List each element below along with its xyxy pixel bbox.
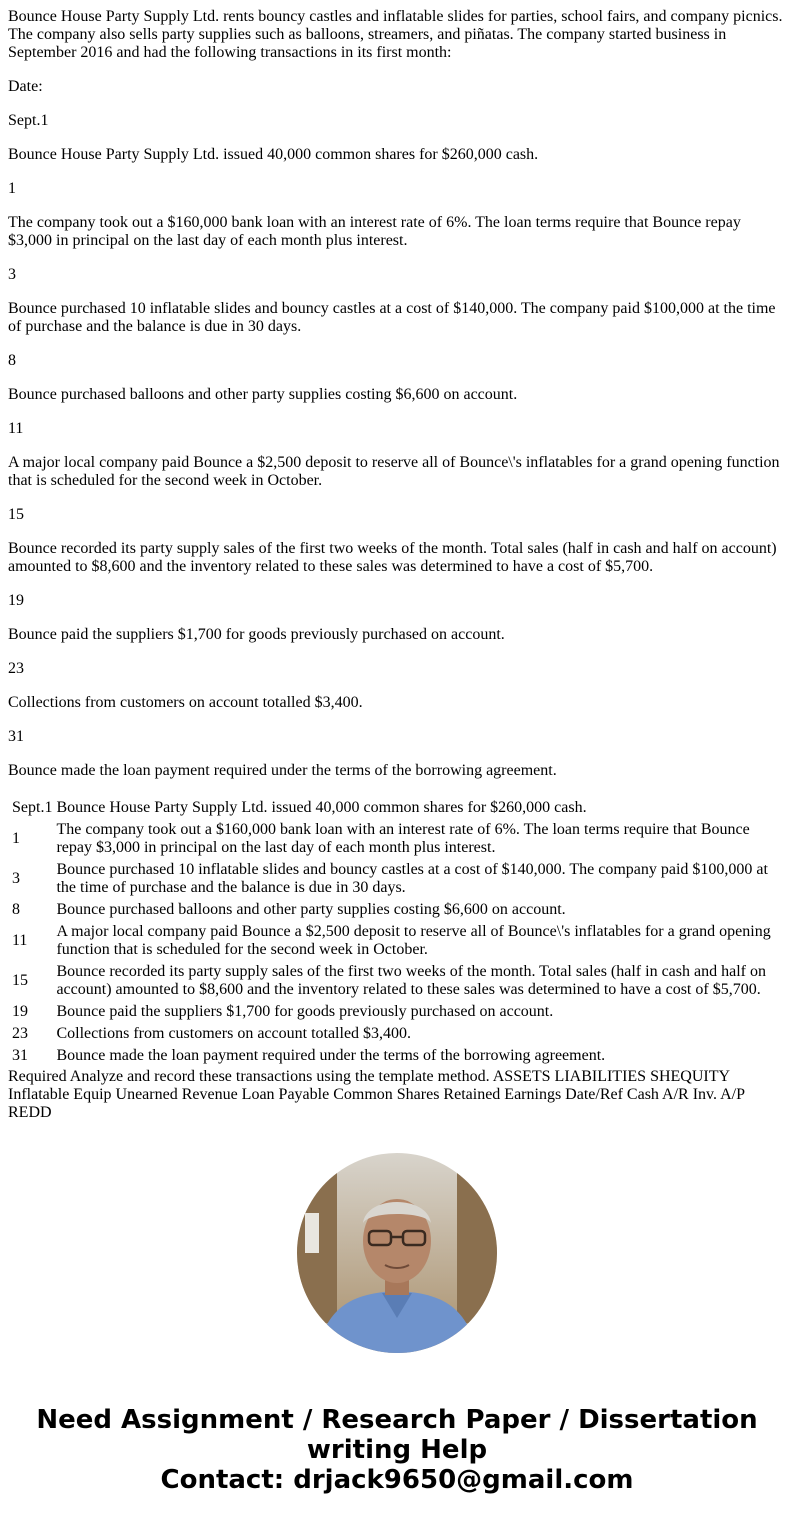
tx-date-2: 3 xyxy=(8,266,16,283)
date-label: Date: xyxy=(8,78,43,95)
table-date-cell: Sept.1 xyxy=(12,799,53,816)
tx-date-5: 15 xyxy=(8,506,24,523)
tx-date-0: Sept.1 xyxy=(8,112,49,129)
table-text-cell: Bounce recorded its party supply sales of the first two weeks of the month. Total sales (half in cash and half on account) amounted to $8,600 and the inventory related to these sales was determined to have a cost of $5,700. xyxy=(56,963,766,998)
table-text-cell: Bounce made the loan payment required under the terms of the borrowing agreement. xyxy=(56,1047,606,1064)
tx-text-1: The company took out a $160,000 bank loan with an interest rate of 6%. The loan terms require that Bounce repay $3,000 in principal on the last day of each month plus interest. xyxy=(8,214,741,249)
table-row xyxy=(11,900,784,920)
table-row xyxy=(11,1046,784,1066)
tx-date-3: 8 xyxy=(8,352,16,369)
tx-date-4: 11 xyxy=(8,420,24,437)
tx-text-0: Bounce House Party Supply Ltd. issued 40,000 common shares for $260,000 cash. xyxy=(8,146,539,163)
required-text: Required Analyze and record these transactions using the template method. ASSETS LIABILITIES SHEQUITY Inflatable Equip Unearned Revenue Loan Payable Common Shares Retained Earnings Date/Ref Cash A/R Inv. A/P REDD xyxy=(8,1068,745,1121)
tx-text-3: Bounce purchased balloons and other party supplies costing $6,600 on account. xyxy=(8,386,518,403)
author-portrait-icon xyxy=(297,1153,497,1353)
table-date-cell: 11 xyxy=(12,932,28,949)
table-text-cell: The company took out a $160,000 bank loan with an interest rate of 6%. The loan terms require that Bounce repay $3,000 in principal on the last day of each month plus interest. xyxy=(56,821,750,856)
tx-text-4: A major local company paid Bounce a $2,500 deposit to reserve all of Bounce\'s inflatables for a grand opening function that is scheduled for the second week in October. xyxy=(8,454,780,489)
transactions-table xyxy=(9,796,786,1068)
table-text-cell: Collections from customers on account totalled $3,400. xyxy=(56,1025,412,1042)
tx-text-8: Bounce made the loan payment required under the terms of the borrowing agreement. xyxy=(8,762,557,779)
tx-text-6: Bounce paid the suppliers $1,700 for goods previously purchased on account. xyxy=(8,626,505,643)
banner-line-2: writing Help xyxy=(306,1435,488,1465)
banner-line-1: Need Assignment / Research Paper / Dissertation xyxy=(36,1405,758,1435)
table-row xyxy=(11,860,784,898)
tx-text-7: Collections from customers on account totalled $3,400. xyxy=(8,694,363,711)
table-row xyxy=(11,798,784,818)
tx-date-7: 23 xyxy=(8,660,24,677)
table-date-cell: 23 xyxy=(12,1025,28,1042)
table-row xyxy=(11,1024,784,1044)
table-date-cell: 8 xyxy=(12,901,20,918)
tx-text-2: Bounce purchased 10 inflatable slides and bouncy castles at a cost of $140,000. The company paid $100,000 at the time of purchase and the balance is due in 30 days. xyxy=(8,300,776,335)
table-date-cell: 3 xyxy=(12,870,20,887)
tx-date-6: 19 xyxy=(8,592,24,609)
table-text-cell: Bounce House Party Supply Ltd. issued 40,000 common shares for $260,000 cash. xyxy=(56,799,587,816)
table-row xyxy=(11,820,784,858)
table-text-cell: A major local company paid Bounce a $2,500 deposit to reserve all of Bounce\'s inflatables for a grand opening function that is scheduled for the second week in October. xyxy=(56,923,771,958)
table-text-cell: Bounce paid the suppliers $1,700 for goods previously purchased on account. xyxy=(56,1003,554,1020)
table-text-cell: Bounce purchased balloons and other party supplies costing $6,600 on account. xyxy=(56,901,566,918)
table-date-cell: 15 xyxy=(12,972,28,989)
tx-date-8: 31 xyxy=(8,728,24,745)
table-text-cell: Bounce purchased 10 inflatable slides and bouncy castles at a cost of $140,000. The company paid $100,000 at the time of purchase and the balance is due in 30 days. xyxy=(56,861,768,896)
table-date-cell: 1 xyxy=(12,830,20,847)
table-date-cell: 19 xyxy=(12,1003,28,1020)
intro-paragraph: Bounce House Party Supply Ltd. rents bouncy castles and inflatable slides for parties, school fairs, and company picnics. The company also sells party supplies such as balloons, streamers, and piñatas. The company started business in September 2016 and had the following transactions in its first month: xyxy=(8,8,783,61)
tx-text-5: Bounce recorded its party supply sales of the first two weeks of the month. Total sales (half in cash and half on account) amounted to $8,600 and the inventory related to these sales was determined to have a cost of $5,700. xyxy=(8,540,777,575)
table-row xyxy=(11,1002,784,1022)
table-row xyxy=(11,962,784,1000)
table-date-cell: 31 xyxy=(12,1047,28,1064)
avatar xyxy=(297,1153,497,1353)
tx-date-1: 1 xyxy=(8,180,16,197)
banner-line-3: Contact: drjack9650@gmail.com xyxy=(160,1465,634,1495)
table-row xyxy=(11,922,784,960)
contact-banner xyxy=(0,1405,794,1495)
